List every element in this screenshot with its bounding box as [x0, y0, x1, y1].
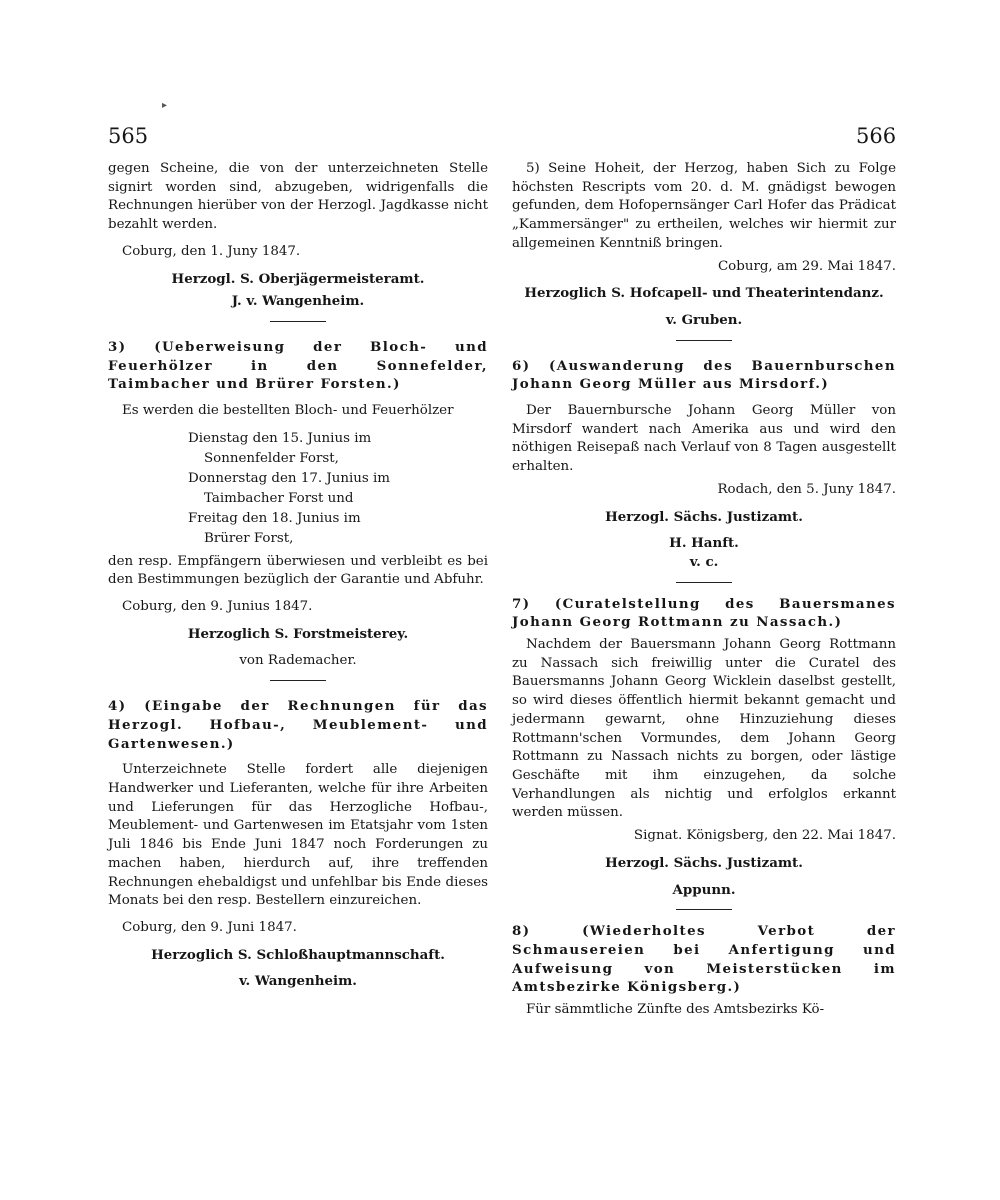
- section-6-office: Herzogl. Sächs. Justizamt.: [605, 508, 803, 525]
- section-8-heading: 8) (Wiederholtes Verbot der Schmausereien bei Anfertigung und Aufweisung von Meisterstücken im Amtsbezirke Königsberg.): [512, 923, 896, 996]
- date-line: Sonnenfelder Forst,: [204, 450, 339, 466]
- section-4-date: Coburg, den 9. Juni 1847.: [122, 919, 297, 935]
- section-7-signature: Appunn.: [672, 881, 736, 898]
- intro-signature: J. v. Wangenheim.: [231, 293, 365, 310]
- date-line: Dienstag den 15. Junius im: [188, 430, 372, 446]
- divider: [676, 582, 732, 583]
- date-line: Brürer Forst,: [204, 530, 294, 546]
- section-3-heading: 3) (Ueberweisung der Bloch- und Feuerhölzer in den Sonnefelder, Taimbacher und Brürer Forsten.): [108, 338, 488, 393]
- divider: [270, 321, 326, 322]
- divider: [676, 909, 732, 910]
- date-line: Donnerstag den 17. Junius im: [188, 470, 390, 486]
- section-3-lead: Es werden die bestellten Bloch- und Feuerhölzer: [122, 403, 454, 419]
- section-3-signature: von Rademacher.: [239, 652, 357, 668]
- section-8-text: Für sämmtliche Zünfte des Amtsbezirks Kö-: [526, 1002, 825, 1018]
- section-7-office: Herzogl. Sächs. Justizamt.: [605, 854, 803, 871]
- intro-office: Herzogl. S. Oberjägermeisteramt.: [171, 270, 425, 287]
- section-6-signature: H. Hanft.: [669, 535, 739, 552]
- section-6-vc: v. c.: [689, 553, 719, 570]
- section-4-heading: 4) (Eingabe der Rechnungen für das Herzogl. Hofbau-, Meublement- und Gartenwesen.): [108, 698, 488, 752]
- section-4-office: Herzoglich S. Schloßhauptmannschaft.: [151, 946, 445, 963]
- right-column: [512, 160, 896, 1020]
- section-3-dates: [108, 429, 488, 549]
- section-7-text: Nachdem der Bauersmann Johann Georg Rottmann zu Nassach sich freiwillig unter die Curatel des Bauersmanns Johann Georg Wicklein daselbst gestellt, so wird dieses öffentlich hiermit bekannt gemacht und jedermann gewarnt, ohne Hinzuziehung dieses Rottmann'schen Vormundes, dem Johann Georg Rottmann zu Nassach nichts zu borgen, oder lästige Geschäfte mit ihm einzugehen, da solche Verhandlungen als nichtig und erfolglos erkannt werden müssen.: [512, 637, 896, 821]
- section-6-text: Der Bauernbursche Johann Georg Müller von Mirsdorf wandert nach Amerika aus und wird den nöthigen Reisepaß nach Verlauf von 8 Tagen ausgestellt erhalten.: [512, 403, 896, 475]
- section-5-office: Herzoglich S. Hofcapell- und Theaterintendanz.: [524, 285, 884, 302]
- section-3-office: Herzoglich S. Forstmeisterey.: [187, 625, 409, 642]
- printer-mark: ▸: [162, 100, 168, 111]
- section-3-text: den resp. Empfängern überwiesen und verbleibt es bei den Bestimmungen bezüglich der Garantie und Abfuhr.: [108, 553, 488, 588]
- section-7-date: Signat. Königsberg, den 22. Mai 1847.: [633, 828, 896, 844]
- date-line: Taimbacher Forst und: [204, 490, 354, 506]
- section-4-text: Unterzeichnete Stelle fordert alle diejenigen Handwerker und Lieferanten, welche für ihre Arbeiten und Lieferungen für das Herzogliche Hofbau-, Meublement- und Gartenwesen im Etatsjahr vom 1sten Juli 1846 bis Ende Juni 1847 noch Forderungen zu machen haben, hierdurch auf, ihre treffenden Rechnungen ehebaldigst und unfehlbar bis Ende dieses Monats bei den resp. Bestellern einzureichen.: [108, 762, 488, 909]
- section-6-date: Rodach, den 5. Juny 1847.: [717, 481, 896, 497]
- intro-paragraph: gegen Scheine, die von der unterzeichneten Stelle signirt worden sind, abzugeben, widrigenfalls die Rechnungen hierüber von der Herzogl. Jagdkasse nicht bezahlt werden.: [108, 161, 488, 233]
- date-line: Freitag den 18. Junius im: [188, 510, 361, 526]
- section-5-text: 5) Seine Hoheit, der Herzog, haben Sich zu Folge höchsten Rescripts vom 20. d. M. gnädigst bewogen gefunden, dem Hofopernsänger Carl Hofer das Prädicat „Kammersänger" zu ertheilen, welches wir hiermit zur allgemeinen Kenntniß bringen.: [512, 161, 896, 251]
- section-5-signature: v. Gruben.: [665, 311, 743, 328]
- section-4-signature: v. Wangenheim.: [239, 973, 357, 990]
- section-6-heading: 6) (Auswanderung des Bauernburschen Johann Georg Müller aus Mirsdorf.): [512, 357, 896, 393]
- section-7-heading: 7) (Curatelstellung des Bauersmanes Johann Georg Rottmann zu Nassach.): [512, 595, 896, 631]
- page-number-left: 565: [108, 124, 149, 148]
- intro-date: Coburg, den 1. Juny 1847.: [122, 243, 301, 259]
- left-column: [108, 160, 488, 991]
- page-number-right: 566: [856, 124, 897, 148]
- section-5-date: Coburg, am 29. Mai 1847.: [717, 258, 896, 274]
- section-3-date: Coburg, den 9. Junius 1847.: [122, 599, 313, 615]
- divider: [676, 340, 732, 341]
- divider: [270, 680, 326, 681]
